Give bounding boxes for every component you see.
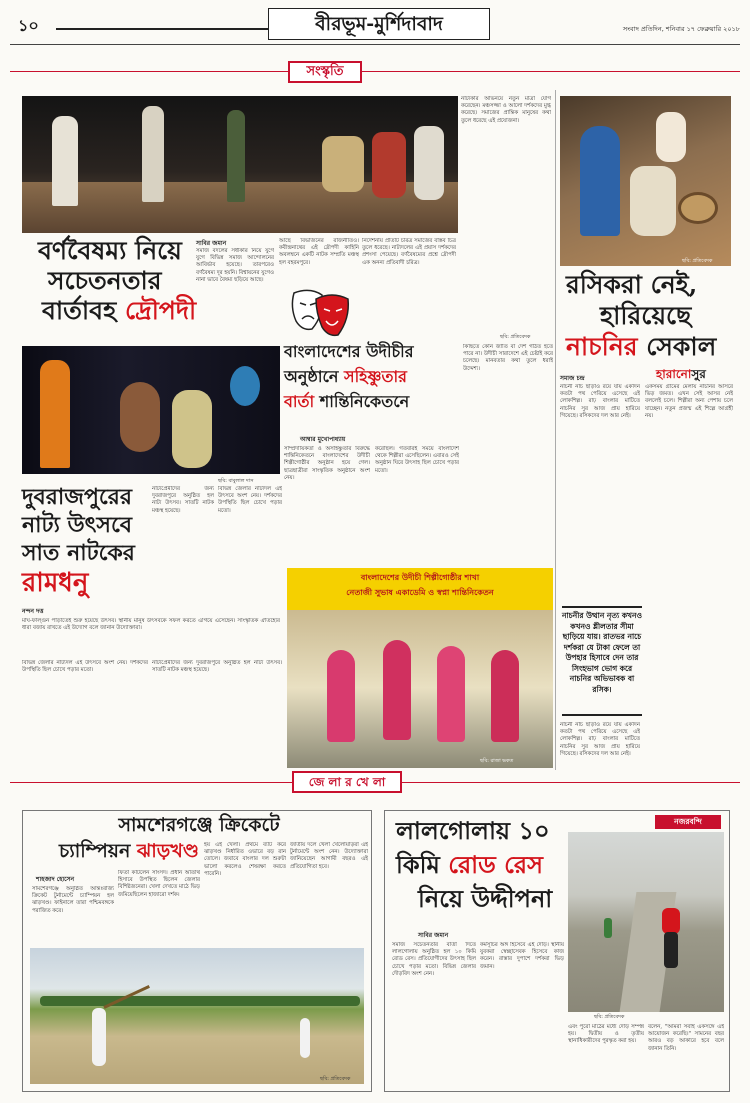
draupadi-photo-credit: ছবি: প্রতিবেদক [500, 334, 531, 340]
udichi-banner-2: নেতাজী সুভাষ একাডেমি ও স্বপ্না শান্তিনিকেতন [346, 588, 494, 597]
nachni-photo-credit: ছবি: প্রতিবেদক [682, 258, 713, 264]
section-label-text: সংস্কৃতি [306, 64, 344, 79]
masthead-rule [10, 44, 740, 45]
roadrace-col-1: সমাজ সচেতনতার বার্তা দিতে লালগোলায় অনুষ্ঠিত হল ১০ কিমি রোড রেস। প্রতিযোগীদের উৎসাহ ছিল চোখে পড়ার মতো। বিভিন্ন জেলার দৌড়বিদ অংশ নেন। [392, 942, 476, 977]
draupadi-stage-photo [22, 96, 458, 233]
roadrace-col-3: এবং পুরো মাঠের মধ্যে দৌড় সম্পন্ন হয়। দ্বিতীয় ও তৃতীয় স্থানাধিকারীদের পুরস্কৃত করা হয়। [568, 1024, 644, 1045]
dubrajpur-col-5: বিভিন্ন জেলার নাট্যদল এই উৎসবে অংশ নেয়। দর্শকদের উপস্থিতি ছিল চোখে পড়ার মতো। [22, 660, 148, 674]
roadrace-headline-2: কিমি রোড রেস [396, 850, 543, 879]
nachni-headline-1: রসিকরা নেই, [566, 270, 698, 299]
bangladesh-headline-3: বার্তা শান্তিনিকেতনে [284, 391, 410, 411]
cricket-col-1: সামশেরগঞ্জে অনুষ্ঠিত আন্তঃরাজ্য ক্রিকেট টুর্নামেন্টে চ্যাম্পিয়ন হল ঝাড়খণ্ড। ফাইনালে তারা পশ্চিমবঙ্গকে পরাজিত করে। [32, 886, 114, 914]
masthead-title-box [268, 8, 490, 40]
nachni-tag: হারানোসুর [656, 367, 706, 381]
dubrajpur-headline-2: নাট্য উৎসবে [22, 512, 133, 538]
dubrajpur-stage-photo [22, 346, 280, 474]
nachni-byline: সমাজ চন্দ্র [560, 375, 585, 382]
roadrace-headline-3: নিয়ে উদ্দীপনা [418, 884, 553, 913]
roadrace-col-4: বলেন, "আমরা সবাই একসঙ্গে এই আয়োজন করেছি।" সামনের বছর আরও বড় আকারে হবে বলে জানান তিনি। [648, 1024, 724, 1052]
bangladesh-col-2: করেছিল। গতবারই সময়ে বাংলাদেশ থেকে শিল্পীরা এসেছিলেন। এবারও সেই অনুষ্ঠান ঘিরে উৎসাহ ছিল চোখে পড়ার মতো। [375, 446, 459, 474]
masthead-ornament [56, 28, 271, 30]
draupadi-col-1: সমাজ বদলের সর্ষীকার নিয়ে যুগে যুগে বিভিন্ন সমাজ আন্দোলনের আবির্ভাব হয়েছে। তারপরেও বর্ণবৈষম্য দূর হয়নি। বিশ্বায়নের যুগেও নানা ভাবে বৈষম্য ছড়িয়ে আছে। [196, 248, 274, 283]
dubrajpur-headline-1: দুবরাজপুরের [22, 484, 132, 510]
udichi-photo-credit: ছবি: রাজা ভকত [480, 758, 514, 764]
nachni-dance-photo [560, 96, 731, 266]
dubrajpur-col-2: বিভিন্ন জেলার নাট্যদল এই উৎসবে অংশ নেয়। দর্শকদের উপস্থিতি ছিল চোখে পড়ার মতো। [218, 486, 282, 514]
theatre-masks-icon [286, 285, 356, 345]
cricket-col-2: ফিতা কাটলেন সাংসদ। প্রধান অতিথি হিসাবে উপস্থিত ছিলেন জেলার বিশিষ্টজনেরা। খেলা দেখতে মাঠে ভিড় জমিয়েছিলেন হাজারো দর্শক। [118, 870, 200, 898]
dubrajpur-byline: নন্দন দত্ত [22, 608, 44, 615]
cricket-headline-2: চ্যাম্পিয়ন ঝাড়খণ্ড [59, 840, 199, 862]
section-rule-top [10, 71, 740, 72]
draupadi-headline-1: বর্ণবৈষম্য নিয়ে [38, 236, 182, 265]
roadrace-byline: সাবির জমান [418, 932, 449, 939]
bangladesh-col-3: কিছিতে কোন জাতি বা দেশ গঠিত হতে পারে না। উদীচী সারাদেশে এই চেষ্টাই করে চলেছে। মানবতার কথা তুলে ধরাই উদ্দেশ্য। [463, 344, 553, 372]
nachni-col-1b: নাচনী নাচ ছাড়াও রয়ে যায় একদিন কতটা পথ পেরিয়ে এসেছে এই লোকশিল্প। রাঢ় বাংলার মাটিতে নাচনির সুর আজ প্রায় হারিয়ে গিয়েছে। রসিকদের দল আর নেই। [560, 722, 640, 757]
bangladesh-headline-2: অনুষ্ঠানে সহিষ্ণুতার [284, 366, 407, 386]
roadrace-headline-1: লালগোলায় ১০ [396, 816, 550, 845]
roadrace-runner-photo [568, 832, 724, 1012]
bangladesh-byline: আম্বার মুখোপাধ্যায় [300, 436, 346, 443]
masthead [0, 0, 750, 46]
page-title: বীরভূম-মুর্শিদাবাদ [315, 13, 443, 35]
roadrace-photo-credit: ছবি: প্রতিবেদক [594, 1014, 625, 1020]
dubrajpur-col-1: নাট্যপ্রেমীদের জন্য দুবরাজপুরে অনুষ্ঠিত হল নাট্য উৎসব। সাতটি নাটক মঞ্চস্থ হয়েছে। [152, 486, 214, 514]
udichi-banner-1: বাংলাদেশের উদীচী শিল্পীগোষ্ঠীর শাখা [360, 573, 480, 582]
bangladesh-col-1: সাম্প্রদায়িকতা ও অসহিষ্ণুতার বিরুদ্ধে শান্তিনিকেতনে বাংলাদেশের উদীচী শিল্পীগোষ্ঠীর অনুষ্ঠান হয়ে গেল। ছাত্রছাত্রীরা সাংস্কৃতিক অনুষ্ঠানে অংশ নেয়। [284, 446, 370, 481]
draupadi-col-4: নাট্যকার অভিনয়ে নতুন মাত্রা যোগ করেছেন। মঞ্চসজ্জা ও আলো দর্শকদের মুগ্ধ করেছে। সমাজের প্রান্তিক মানুষের কথা তুলে ধরেছে এই প্রযোজনা। [461, 96, 551, 124]
nachni-quote-box [562, 606, 642, 716]
bangladesh-headline-box [284, 344, 456, 432]
dubrajpur-headline-4: রামধনু [22, 568, 89, 598]
draupadi-col-2: আছে বিভাজনের রাজনীতিও। কবীন্দ্রনাথের এই দ্রৌপদী কাহিনি অবলম্বনে একটি নাটক সম্প্রতি মঞ্চস্থ হল বহরমপুরে। [279, 238, 359, 266]
draupadi-headline-3: বার্তাবহ দ্রৌপদী [42, 296, 197, 325]
draupadi-byline: সাবির জমান [196, 240, 227, 247]
cricket-col-3: হয় এই খেলা। প্রথমে ব্যাট করে ঝাড়খণ্ড নির্ধারিত ওভারে বড় রান তোলে। জবাবে বাংলার দল শুরুটা ভালো করলেও শেষরক্ষা করতে পারেনি। [204, 842, 286, 877]
dubrajpur-col-3: মাঘ-ফাল্গুন পাড়াতেই শুরু হয়েছে উৎসব। স্থানীয় মানুষ উৎসবকে সফল করতে এগিয়ে এসেছেন। সাংস্কৃতিক ঐতিহ্যের ধারা বজায় রাখতে এই উদ্যোগ বলে জানান উদ্যোক্তারা। [22, 618, 280, 632]
nachni-headline-3: নাচনির সেকাল [566, 332, 717, 361]
roadrace-tag-text: নজরবন্দি [674, 817, 702, 826]
column-rule [555, 90, 556, 770]
dateline: সংবাদ প্রতিদিন, শনিবার ১৭ ফেব্রুয়ারি ২০১৮ [622, 25, 740, 33]
cricket-headline-1: সামশেরগঞ্জে ক্রিকেটে [118, 814, 280, 836]
nachni-col-1: নাচনী নাচ ছাড়াও রয়ে যায় একদিন কতটা পথ পেরিয়ে এসেছে এই লোকশিল্প। রাঢ় বাংলার মাটিতে নাচনির সুর আজ প্রায় হারিয়ে গিয়েছে। রসিকদের দল আর নেই। [560, 384, 640, 419]
cricket-col-4: জাতীয় দলে খেলা খেলোয়াড়রা এই টুর্নামেন্টে অংশ নেন। উদ্যোক্তারা জানিয়েছেন আগামী বছরও এই প্রতিযোগিতা হবে। [290, 842, 368, 870]
roadrace-tag [655, 815, 721, 829]
nachni-col-2: একসময় গ্রামের মেলায় নাচনির আসরে ভিড় জমত। এখন সেই আসর নেই বললেই চলে। শিল্পীরা অন্য পেশায় চলে যাচ্ছেন। নতুন প্রজন্ম এই শিল্পে আগ্রহী নয়। [645, 384, 733, 419]
dubrajpur-col-4: নাট্যপ্রেমীদের জন্য দুবরাজপুরে অনুষ্ঠিত হল নাট্য উৎসব। সাতটি নাটক মঞ্চস্থ হয়েছে। [152, 660, 282, 674]
cricket-byline: শাহজাদ হোসেন [36, 876, 75, 883]
roadrace-col-2: কর্মসূচির অঙ্গ হিসেবে এই দৌড়। স্থানীয় যুবকরা স্বেচ্ছাসেবক হিসেবে কাজ করেন। রাস্তার দুপাশে দর্শকরা ভিড় জমান। [480, 942, 564, 970]
page-number: ১০ [18, 16, 39, 35]
nachni-quote: নাচনীর উত্থান নৃত্য কখনও কখনও শ্লীলতার সীমা ছাড়িয়ে যায়। রাতভর নাচে দর্শকরা যে টাকা ফেলে তা উপহার হিসাবে দেন তার সিংহভাগ ভোগ করে নাচনির অভিভাবক বা রসিক। [562, 611, 642, 694]
section-label-bottom-text: জে লা র খে লা [308, 775, 386, 789]
section-label-bottom [292, 771, 402, 793]
udichi-dance-photo [287, 568, 553, 768]
nachni-headline-2: হারিয়েছে [600, 301, 692, 330]
draupadi-col-3: নির্দেশনায় প্রতিটি চরিত্র সমাজের বাস্তব চিত্র তুলে ধরেছে। নাট্যদলের এই প্রয়াস দর্শকদের প্রশংসা পেয়েছে। বর্ণবৈষম্যের প্রশ্নে দ্রৌপদী এক অনন্য প্রতিবাদী চরিত্র। [362, 238, 456, 266]
draupadi-headline-2: সচেতনতার [48, 266, 162, 295]
dubrajpur-photo-credit: ছবি: বাবুলাল দাস [218, 478, 254, 484]
section-label-top [288, 61, 362, 83]
cricket-photo-credit: ছবি: প্রতিবেদক [320, 1076, 351, 1082]
bangladesh-headline-1: বাংলাদেশের উদীচীর [284, 342, 414, 361]
dubrajpur-headline-3: সাত নাটকের [22, 540, 135, 566]
cricket-match-photo [30, 948, 364, 1084]
